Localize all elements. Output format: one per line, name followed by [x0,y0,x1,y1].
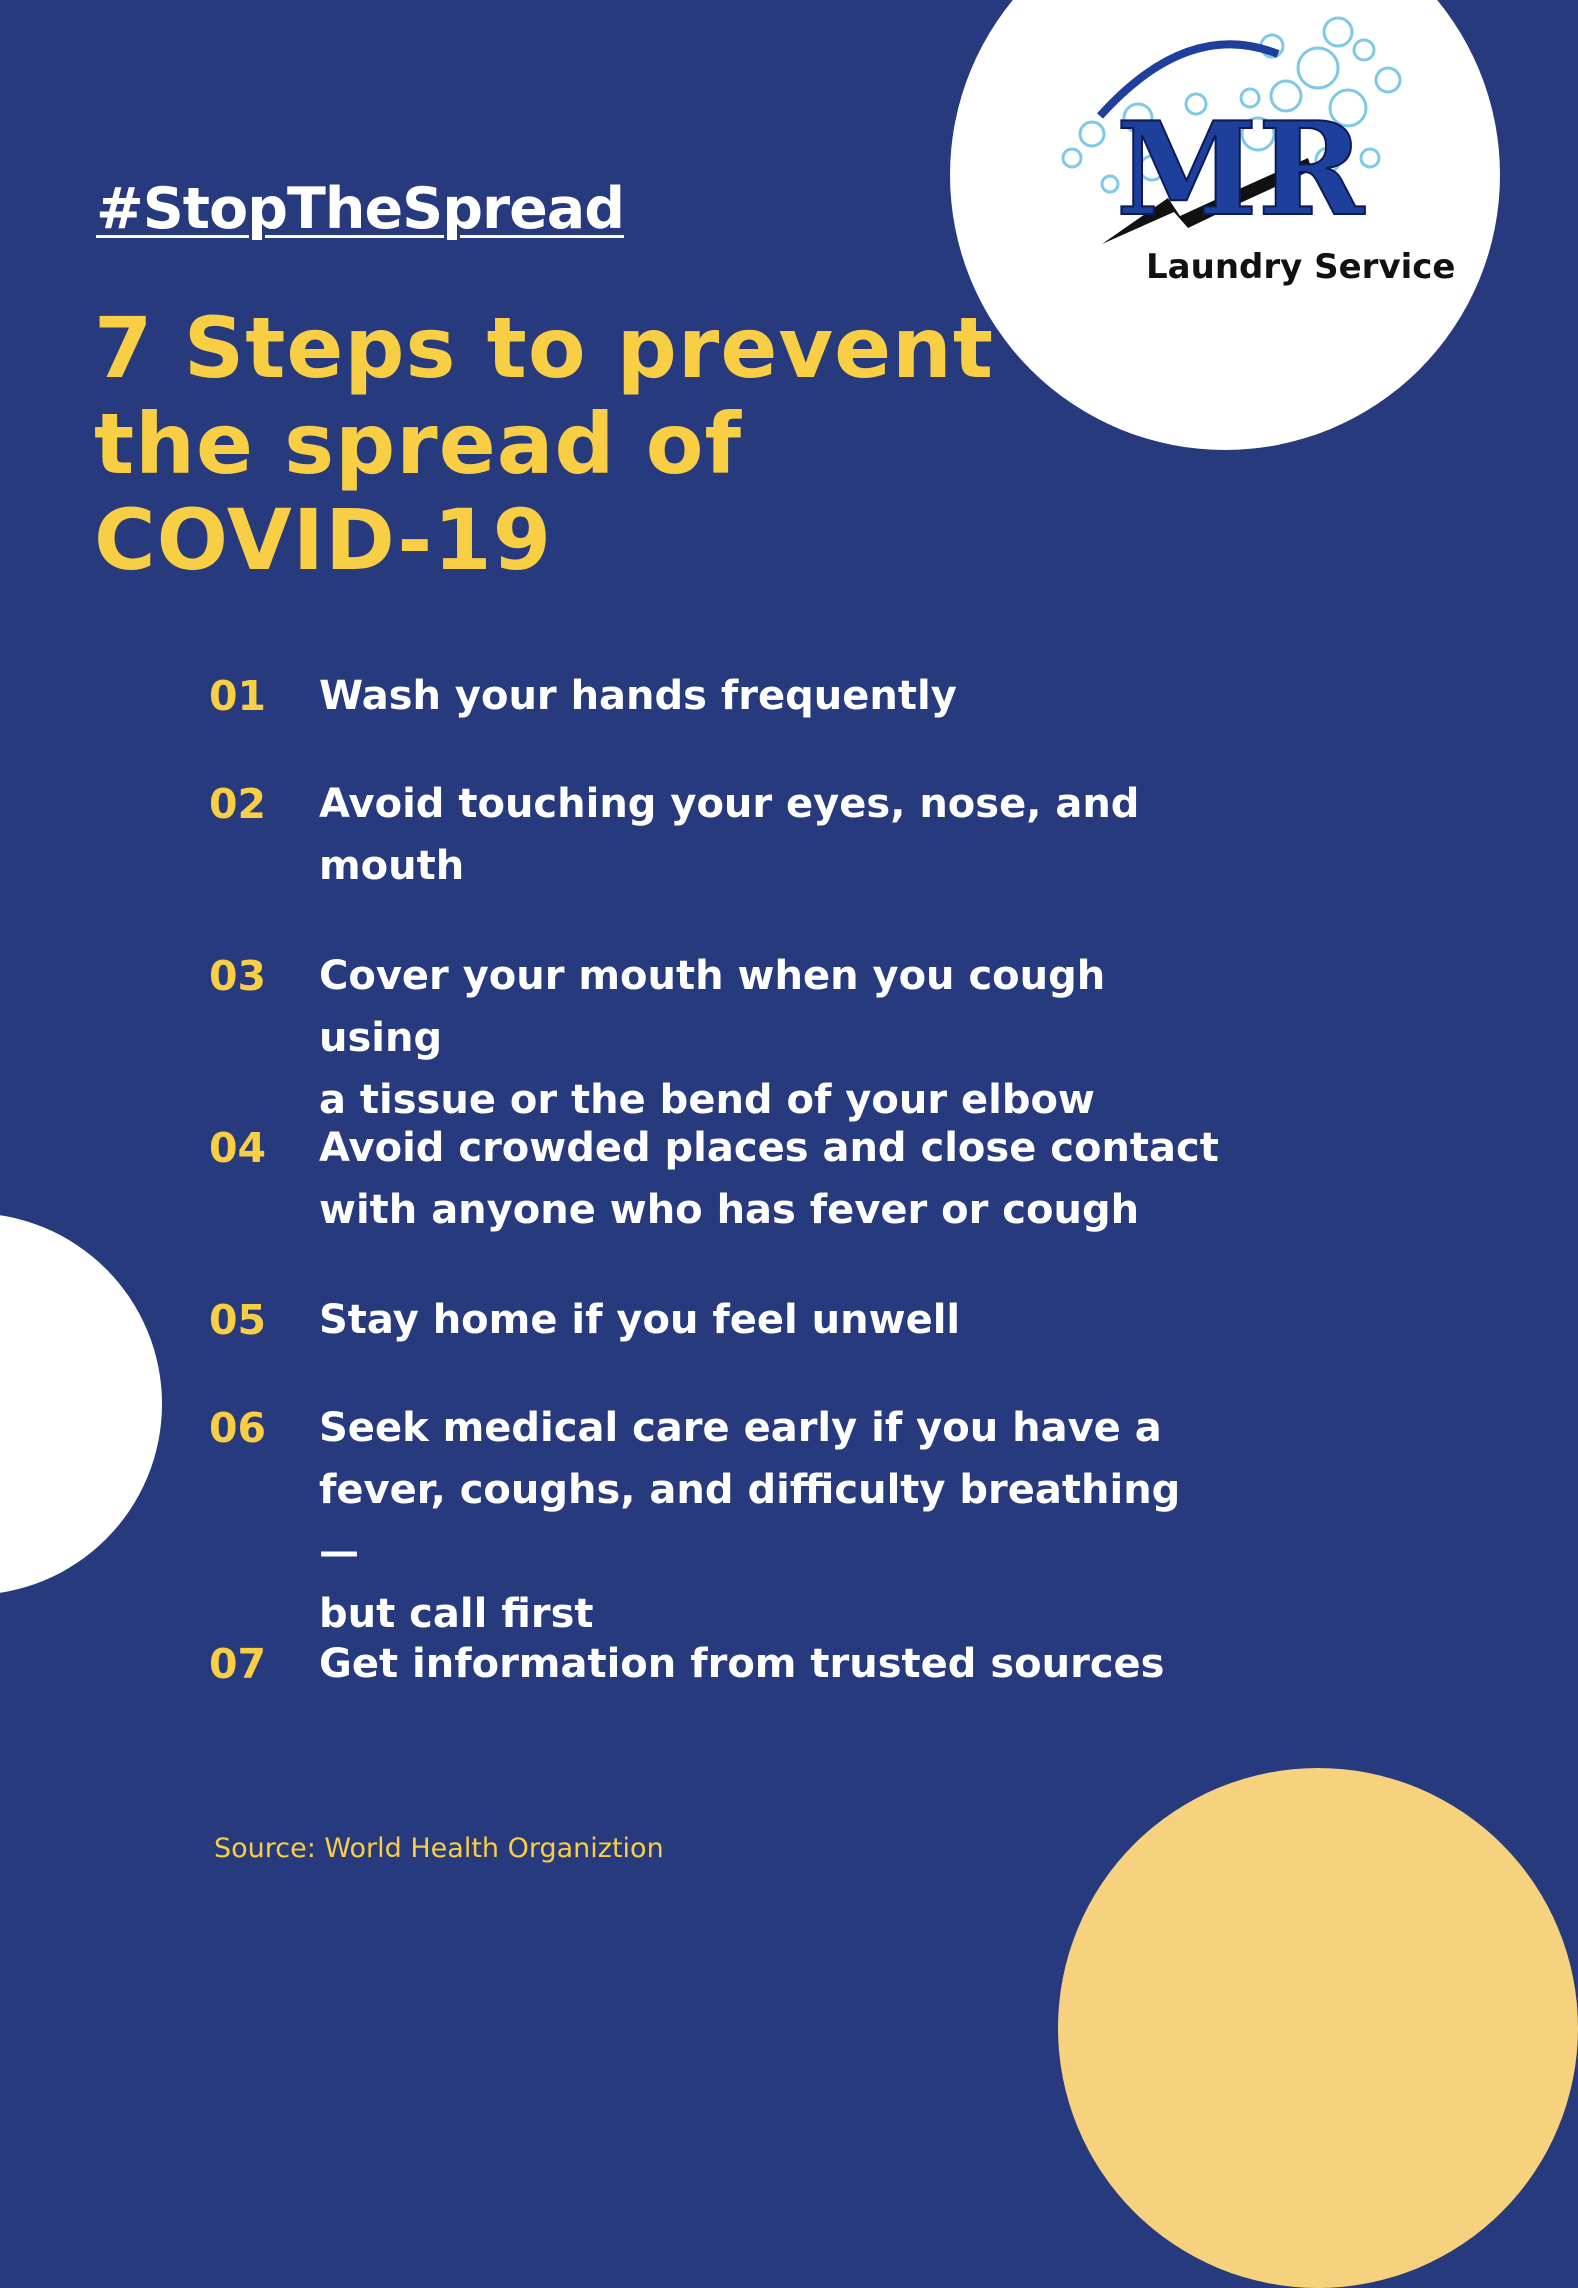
step-number: 01 [208,672,266,720]
source-note: Source: World Health Organiztion [214,1833,664,1864]
step-text: Wash your hands frequently [319,673,957,719]
step-number: 03 [208,952,266,1000]
step-number: 04 [208,1124,266,1172]
step-text: Avoid crowded places and close contact with anyone who has fever or cough [319,1125,1219,1233]
step-number: 02 [208,780,266,828]
laundry-service-logo [1028,8,1456,308]
step-text: Stay home if you feel unwell [319,1297,961,1343]
logo-mark-text: MR [1116,95,1365,245]
step-text: Avoid touching your eyes, nose, and mouth [319,781,1140,889]
step-text: Get information from trusted sources [319,1641,1165,1687]
step-number: 07 [208,1640,266,1688]
step-text: Seek medical care early if you have a fever, coughs, and difficulty breathing— but call first [319,1405,1181,1637]
decorative-yellow-circle-bottom [1058,1768,1578,2288]
step-number: 05 [208,1296,266,1344]
logo-service-text: Laundry Service [1146,247,1456,287]
step-text: Cover your mouth when you cough using a tissue or the bend of your elbow [319,953,1106,1123]
hashtag-title: #StopTheSpread [96,176,625,242]
page-title: 7 Steps to prevent the spread of COVID-19 [94,299,994,589]
step-number: 06 [208,1404,266,1452]
